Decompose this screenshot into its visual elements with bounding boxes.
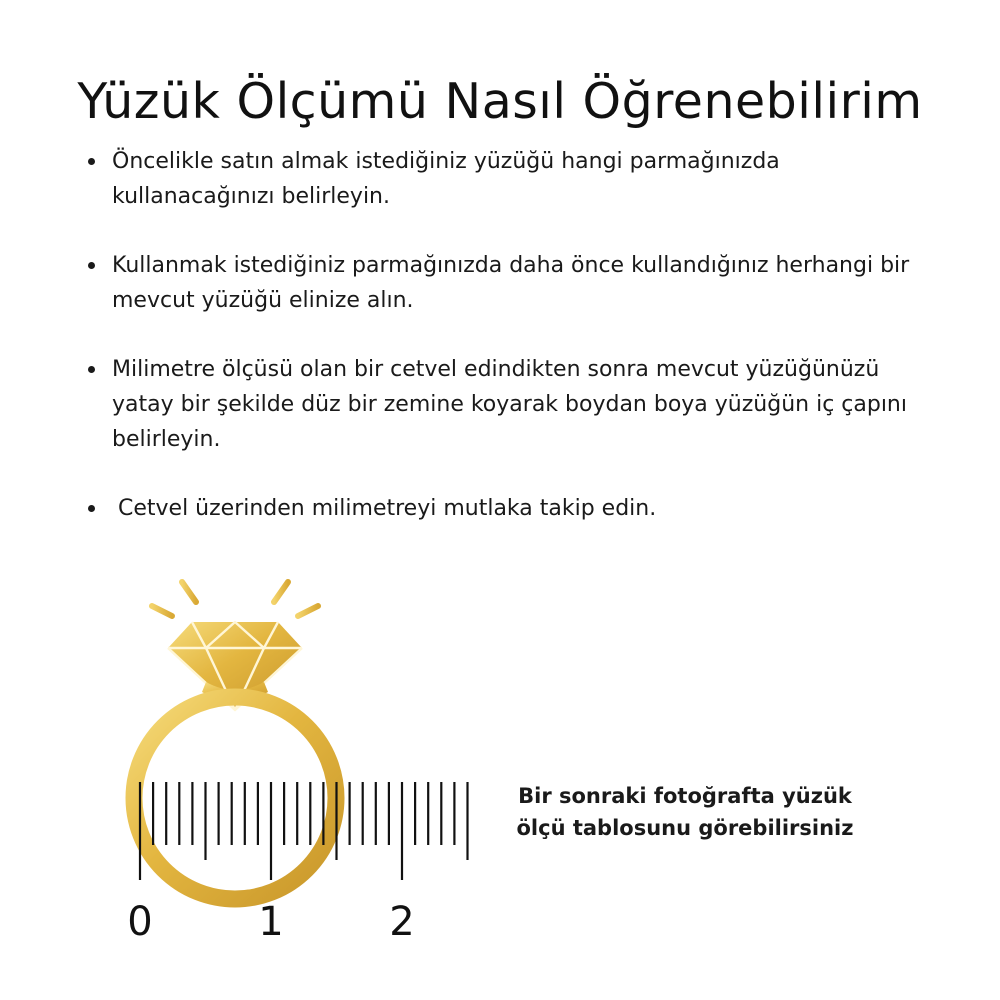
- ruler-labels: [127, 899, 414, 945]
- ruler-label: 1: [258, 899, 284, 945]
- sparkle-icon: [152, 572, 318, 616]
- instruction-list: [86, 144, 946, 560]
- ruler-label: 0: [127, 899, 153, 945]
- ring-icon: [134, 697, 336, 899]
- step-3: Milimetre ölçüsü olan bir cetvel edindikten sonra mevcut yüzüğünüzü yatay bir şekilde düz bir zemine koyarak boydan boya yüzüğün iç çapını belirleyin.: [86, 352, 946, 457]
- next-photo-note: Bir sonraki fotoğrafta yüzük ölçü tablosunu görebilirsiniz: [516, 784, 854, 840]
- step-2: Kullanmak istediğiniz parmağınızda daha önce kullandığınız herhangi bir mevcut yüzüğü elinize alın.: [86, 248, 946, 318]
- ruler-label: 2: [389, 899, 415, 945]
- step-1: Öncelikle satın almak istediğiniz yüzüğü hangi parmağınızda kullanacağınızı belirleyin.: [86, 144, 946, 214]
- ring-ruler-illustration: [110, 560, 490, 960]
- step-4: Cetvel üzerinden milimetreyi mutlaka takip edin.: [86, 491, 946, 526]
- page-title: Yüzük Ölçümü Nasıl Öğrenebilirim: [77, 72, 923, 130]
